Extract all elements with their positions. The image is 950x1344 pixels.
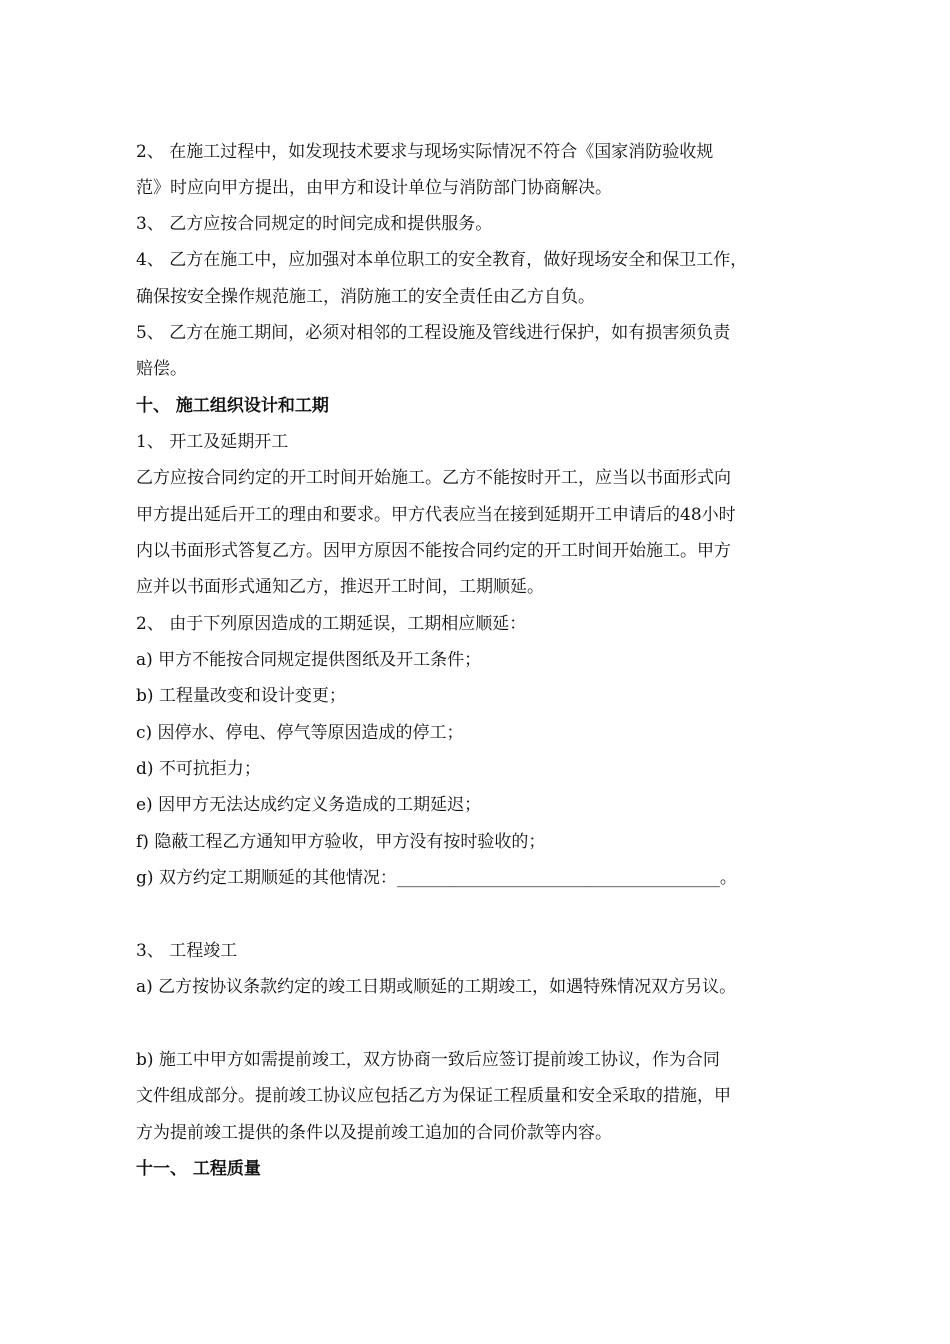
- paragraph-line-1: 乙方应按合同约定的开工时间开始施工。乙方不能按时开工，应当以书面形式向: [136, 468, 731, 488]
- list-item-a: a) 甲方不能按合同规定提供图纸及开工条件；: [136, 650, 482, 670]
- paragraph-line-2: 甲方提出延后开工的理由和要求。甲方代表应当在接到延期开工申请后的48小时: [136, 505, 736, 525]
- clause-3: 3、 乙方应按合同规定的时间完成和提供服务。: [136, 214, 493, 234]
- list-item-b: b) 工程量改变和设计变更；: [136, 686, 346, 706]
- clause-2-line-1: 2、 在施工过程中，如发现技术要求与现场实际情况不符合《国家消防验收规: [136, 142, 714, 162]
- paragraph-line-3: 内以书面形式答复乙方。因甲方原因不能按合同约定的开工时间开始施工。甲方: [136, 541, 731, 561]
- list-item-f: f) 隐蔽工程乙方通知甲方验收，甲方没有按时验收的；: [136, 832, 546, 852]
- list-item-d: d) 不可抗拒力；: [136, 759, 261, 779]
- list-item-g: g) 双方约定工期顺延的其他情况：______________________________________。: [136, 868, 737, 888]
- subheading-3: 3、 工程竣工: [136, 941, 238, 961]
- section-heading-11: 十一、 工程质量: [136, 1159, 261, 1179]
- subheading-1: 1、 开工及延期开工: [136, 432, 289, 452]
- completion-item-a: a) 乙方按协议条款约定的竣工日期或顺延的工期竣工，如遇特殊情况双方另议。: [136, 977, 737, 997]
- clause-5-line-2: 赔偿。: [136, 359, 187, 379]
- list-item-e: e) 因甲方无法达成约定义务造成的工期延迟；: [136, 795, 482, 815]
- clause-2-line-2: 范》时应向甲方提出，由甲方和设计单位与消防部门协商解决。: [136, 178, 612, 198]
- completion-item-b-line-1: b) 施工中甲方如需提前竣工，双方协商一致后应签订提前竣工协议，作为合同: [136, 1050, 720, 1070]
- completion-item-b-line-3: 方为提前竣工提供的条件以及提前竣工追加的合同价款等内容。: [136, 1123, 612, 1143]
- subheading-2: 2、 由于下列原因造成的工期延误，工期相应顺延：: [136, 614, 527, 634]
- section-heading-10: 十、 施工组织设计和工期: [136, 396, 329, 416]
- completion-item-b-line-2: 文件组成部分。提前竣工协议应包括乙方为保证工程质量和安全采取的措施，甲: [136, 1086, 731, 1106]
- clause-4-line-1: 4、 乙方在施工中，应加强对本单位职工的安全教育，做好现场安全和保卫工作，: [136, 250, 748, 270]
- paragraph-line-4: 应并以书面形式通知乙方，推迟开工时间，工期顺延。: [136, 577, 544, 597]
- clause-5-line-1: 5、 乙方在施工期间，必须对相邻的工程设施及管线进行保护，如有损害须负责: [136, 323, 731, 343]
- list-item-c: c) 因停水、停电、停气等原因造成的停工；: [136, 723, 464, 743]
- clause-4-line-2: 确保按安全操作规范施工，消防施工的安全责任由乙方自负。: [136, 287, 595, 307]
